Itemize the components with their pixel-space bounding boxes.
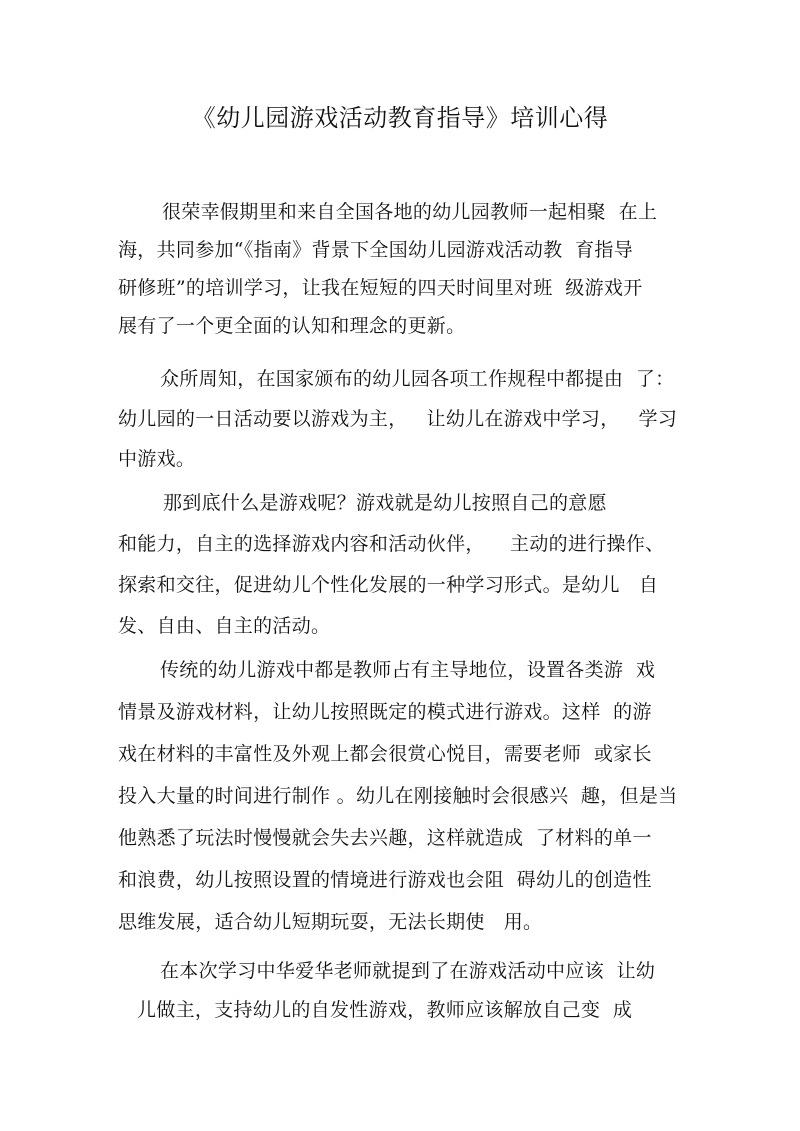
paragraph-4-line-3: 戏在材料的丰富性及外观上都会很赏心悦目，需要老师 或家长 [118, 743, 652, 765]
paragraph-4-line-4: 投入大量的时间进行制作 。幼儿在刚接触时会很感兴 趣，但是当 [118, 785, 678, 807]
paragraph-3-line-1: 那到底什么是游戏呢？游戏就是幼儿按照自己的意愿 [163, 492, 607, 514]
paragraph-4-line-1: 传统的幼儿游戏中都是教师占有主导地位，设置各类游 戏 [160, 659, 656, 681]
paragraph-4-line-5: 他熟悉了玩法时慢慢就会失去兴趣，这样就造成 了材料的单一 [118, 827, 652, 849]
paragraph-2-line-3: 中游戏。 [118, 448, 196, 470]
paragraph-5-line-2: 儿做主，支持幼儿的自发性游戏，教师应该解放自己变 成 [137, 999, 633, 1021]
paragraph-4-line-2: 情景及游戏材料，让幼儿按照既定的模式进行游戏。这样 的游 [118, 701, 652, 723]
paragraph-3-line-2: 和能力，自主的选择游戏内容和活动伙伴， 主动的进行操作、 [118, 533, 665, 555]
document-title: 《幼儿园游戏活动教育指导》培训心得 [191, 104, 609, 132]
paragraph-1-line-1: 很荣幸假期里和来自全国各地的幼儿园教师一起相聚 在上 [162, 201, 658, 223]
paragraph-3-line-4: 发、自由、自主的活动。 [118, 615, 331, 637]
paragraph-2-line-2: 幼儿园的一日活动要以游戏为主， 让幼儿在游戏中学习， 学习 [118, 408, 678, 430]
paragraph-4-line-7: 思维发展，适合幼儿短期玩耍，无法长期使 用。 [118, 911, 543, 933]
paragraph-1-line-4: 展有了一个更全面的认知和理念的更新。 [118, 315, 466, 337]
paragraph-1-line-2: 海，共同参加“《指南》背景下全国幼儿园游戏活动教 育指导 [118, 239, 633, 261]
paragraph-5-line-1: 在本次学习中华爱华老师就提到了在游戏活动中应该 让幼 [160, 960, 656, 982]
paragraph-2-line-1: 众所周知，在国家颁布的幼儿园各项工作规程中都提由 了： [160, 368, 675, 390]
paragraph-4-line-6: 和浪费，幼儿按照设置的情境进行游戏也会阻 碍幼儿的创造性 [118, 869, 652, 891]
paragraph-1-line-3: 研修班”的培训学习，让我在短短的四天时间里对班 级游戏开 [118, 277, 643, 299]
paragraph-3-line-3: 探索和交往，促进幼儿个性化发展的一种学习形式。是幼儿 自 [118, 574, 659, 596]
